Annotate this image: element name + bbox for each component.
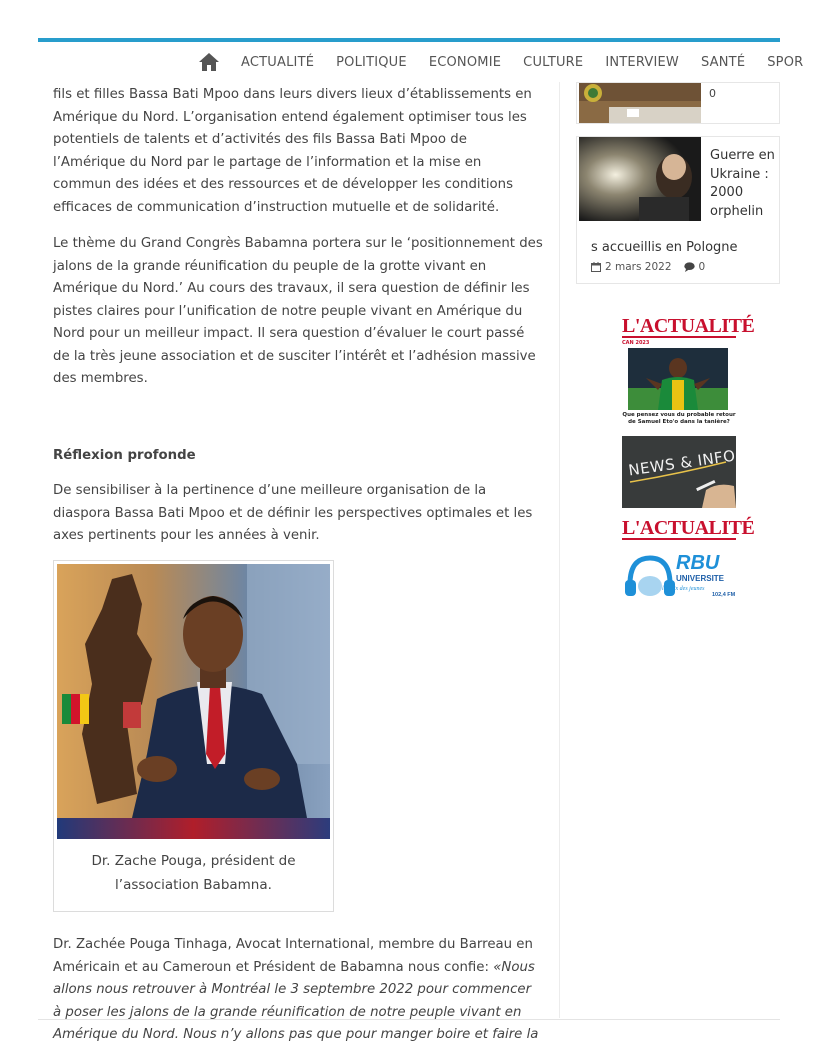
post-meta: [591, 261, 705, 273]
ad-tag: CAN 2023: [622, 340, 650, 346]
quote-intro: Dr. Zachée Pouga Tinhaga, Avocat International, membre du Barreau en Américain et au Cameroun et Président de Babamna nous confie:: [53, 937, 533, 975]
page-frame: [38, 38, 804, 1042]
headphones-icon: [624, 554, 676, 600]
rbu-logo: RBU: [676, 552, 720, 574]
post-thumbnail[interactable]: [579, 83, 701, 123]
main-navigation: [38, 42, 804, 82]
sidebar-ad-actualite[interactable]: [622, 516, 755, 544]
comment-count[interactable]: 0: [698, 261, 706, 273]
nav-item-economie[interactable]: ECONOMIE: [428, 54, 502, 70]
sidebar-post-card[interactable]: [576, 82, 780, 124]
post-title[interactable]: Guerre en Ukraine : 2000 orphelin: [710, 148, 775, 219]
nav-menu: [230, 42, 814, 82]
nav-item-interview[interactable]: INTERVIEW: [605, 54, 679, 70]
sidebar-ad-news-info[interactable]: [622, 436, 736, 508]
comment-icon: [684, 262, 695, 272]
sidebar-post-card[interactable]: [576, 136, 780, 284]
figure-caption: Dr. Zache Pouga, président de l’association Babamna.: [91, 853, 296, 893]
article-paragraph: Le thème du Grand Congrès Babamna portera sur le ‘positionnement des jalons de la grande réunification du peuple de la grotte vivant en Amérique du Nord.’ Au cours des travaux, il sera question de définir les pistes claires pour l’unification de notre peuple vivant en Amérique du Nord pour un meilleur impact. Il sera question d’évaluer le court passé de la très jeune association et de susciter l’intérêt et l’adhésion massive des membres.: [53, 236, 543, 386]
actualite-logo: L'ACTUALITÉ: [622, 517, 755, 539]
sidebar-ad-rbu-radio[interactable]: [624, 552, 738, 602]
nav-item-sante[interactable]: SANTÉ: [700, 54, 746, 70]
quote-text: «Nous allons nous retrouver à Montréal le 3 septembre 2022 pour commencer à poser les jalons de la grande réunification de notre peuple vivant en Amérique du Nord. Nous n’y allons pas que pour manger boire et faire la: [53, 959, 539, 1042]
post-thumbnail[interactable]: [579, 137, 701, 221]
nav-item-sport[interactable]: SPOR: [767, 54, 804, 70]
sidebar-ad-actualite-can[interactable]: [620, 314, 755, 432]
article-paragraph: [53, 934, 543, 1047]
ad-chalk-text: NEWS & INFO: [627, 446, 737, 480]
section-heading: Réflexion profonde: [53, 448, 196, 463]
portrait-photo: [57, 564, 330, 839]
article-paragraph: De sensibiliser à la pertinence d’une meilleure organisation de la diaspora Bassa Bati Mpoo et de définir les perspectives optimales et les axes pertinents pour les années à venir.: [53, 483, 533, 543]
content-divider: [559, 82, 560, 1018]
football-player-photo: [628, 348, 728, 410]
ad-caption: Que pensez vous du probable retour de Samuel Eto'o dans la tanière?: [622, 412, 736, 425]
article-paragraph: fils et filles Bassa Bati Mpoo dans leurs divers lieux d’établissements en Amérique du Nord. L’organisation entend également optimiser tous les potentiels de talents et d’activités des fils Bassa Bati Mpoo de l’Amérique du Nord par le partage de l’information et la mise en commun des idées et des ressources et de développer les conditions efficaces de communication d’instruction mutuelle et de solidarité.: [53, 87, 532, 215]
post-title-continued[interactable]: s accueillis en Pologne: [591, 240, 738, 255]
rbu-subtitle: UNIVERSITE: [676, 574, 725, 583]
calendar-icon: [591, 262, 601, 272]
actualite-logo: L'ACTUALITÉ: [622, 315, 755, 337]
post-date[interactable]: 2 mars 2022: [605, 261, 672, 273]
article-figure: [53, 560, 334, 912]
home-icon[interactable]: [198, 52, 220, 72]
nav-item-culture[interactable]: CULTURE: [523, 54, 584, 70]
nav-item-politique[interactable]: POLITIQUE: [336, 54, 407, 70]
rbu-frequency: 102,4 FM: [712, 592, 736, 598]
nav-item-actualite[interactable]: ACTUALITÉ: [241, 54, 315, 70]
comment-count: 0: [709, 87, 716, 100]
rbu-tagline: la voix des jeunes: [662, 586, 705, 592]
